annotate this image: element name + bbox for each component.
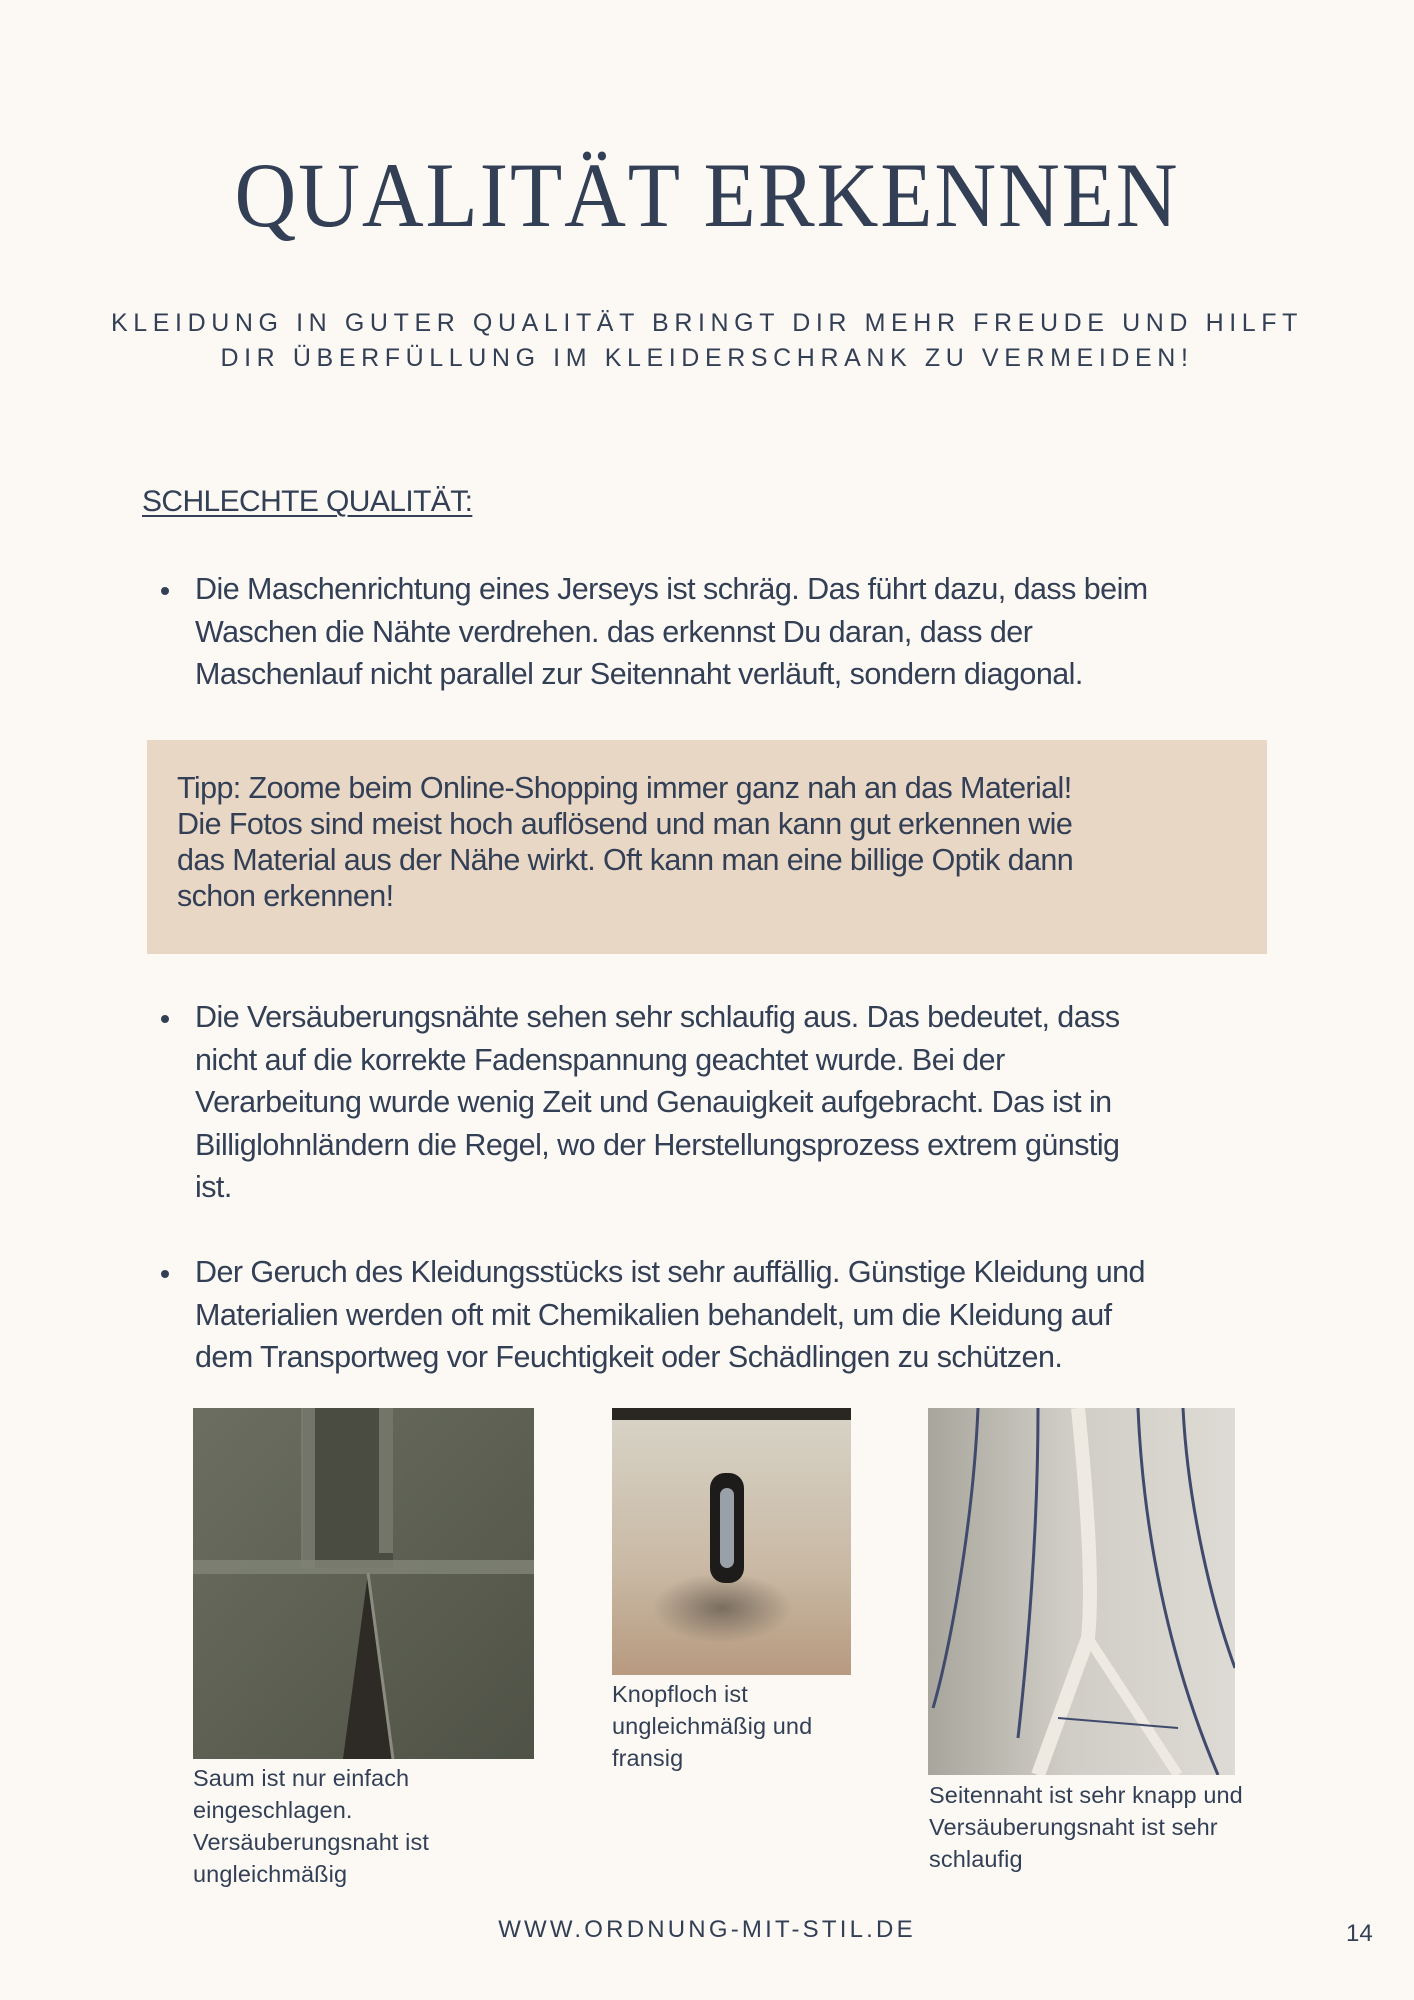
tip-text-line: Die Fotos sind meist hoch auflösend und man kann gut erkennen wie bbox=[177, 807, 1073, 841]
bullet-list bbox=[140, 1251, 1290, 1379]
tip-text bbox=[177, 770, 1247, 914]
photo-caption bbox=[193, 1762, 429, 1890]
photo-caption bbox=[929, 1779, 1243, 1875]
tip-text-line: schon erkennen! bbox=[177, 879, 394, 913]
caption-line: Saum ist nur einfach bbox=[193, 1765, 410, 1791]
bullet-text-line: Der Geruch des Kleidungsstücks ist sehr auffällig. Günstige Kleidung und bbox=[195, 1255, 1145, 1289]
tip-text-line: Tipp: Zoome beim Online-Shopping immer ganz nah an das Material! bbox=[177, 771, 1072, 805]
subtitle-line: DIR ÜBERFÜLLUNG IM KLEIDERSCHRANK ZU VERMEIDEN! bbox=[220, 344, 1194, 372]
bullet-text-line: nicht auf die korrekte Fadenspannung geachtet wurde. Bei der bbox=[195, 1042, 1005, 1077]
side-seam-photo-icon bbox=[928, 1408, 1235, 1775]
caption-line: eingeschlagen. bbox=[193, 1797, 353, 1823]
caption-line: fransig bbox=[612, 1745, 684, 1771]
bullet-icon bbox=[161, 1015, 169, 1023]
bullet-list bbox=[140, 996, 1290, 1209]
bullet-text-line: Verarbeitung wurde wenig Zeit und Genauigkeit aufgebracht. Das ist in bbox=[195, 1085, 1112, 1119]
buttonhole-photo bbox=[612, 1408, 851, 1675]
caption-line: schlaufig bbox=[929, 1846, 1023, 1872]
hem-photo-icon bbox=[193, 1408, 534, 1759]
page-title: QUALITÄT ERKENNEN bbox=[234, 144, 1180, 246]
caption-line: Versäuberungsnaht ist sehr bbox=[929, 1814, 1218, 1840]
caption-line: Knopfloch ist bbox=[612, 1681, 748, 1707]
bullet-text-line: Die Versäuberungsnähte sehen sehr schlaufig aus. Das bedeutet, dass bbox=[195, 1000, 1120, 1034]
list-item bbox=[140, 568, 1290, 696]
bullet-list bbox=[140, 568, 1290, 696]
bullet-text-line: Billiglohnländern die Regel, wo der Herstellungsprozess extrem günstig bbox=[195, 1127, 1120, 1162]
bullet-text-line: Maschenlauf nicht parallel zur Seitennaht verläuft, sondern diagonal. bbox=[195, 657, 1083, 691]
caption-line: Seitennaht ist sehr knapp und bbox=[929, 1782, 1243, 1808]
page-number: 14 bbox=[1346, 1920, 1373, 1947]
bullet-text-line: ist. bbox=[195, 1170, 232, 1204]
bullet-text-line: Waschen die Nähte verdrehen. das erkennst Du daran, dass der bbox=[195, 614, 1033, 649]
section-heading: SCHLECHTE QUALITÄT: bbox=[142, 485, 473, 518]
bullet-text-line: Materialien werden oft mit Chemikalien behandelt, um die Kleidung auf bbox=[195, 1297, 1112, 1332]
tip-text-line: das Material aus der Nähe wirkt. Oft kann man eine billige Optik dann bbox=[177, 843, 1074, 877]
list-item bbox=[140, 1251, 1290, 1379]
footer-website-link[interactable]: WWW.ORDNUNG-MIT-STIL.DE bbox=[498, 1916, 916, 1943]
bullet-text-line: dem Transportweg vor Feuchtigkeit oder Schädlingen zu schützen. bbox=[195, 1340, 1063, 1374]
buttonhole-photo-icon bbox=[612, 1408, 851, 1675]
caption-line: ungleichmäßig und bbox=[612, 1713, 813, 1739]
hem-photo bbox=[193, 1408, 534, 1759]
bullet-icon bbox=[161, 1270, 169, 1278]
bullet-icon bbox=[161, 587, 169, 595]
photo-caption bbox=[612, 1678, 812, 1774]
bullet-text-line: Die Maschenrichtung eines Jerseys ist schräg. Das führt dazu, dass beim bbox=[195, 572, 1148, 606]
caption-line: Versäuberungsnaht ist bbox=[193, 1829, 429, 1855]
page-subtitle bbox=[0, 306, 1414, 376]
caption-line: ungleichmäßig bbox=[193, 1861, 348, 1887]
list-item bbox=[140, 996, 1290, 1209]
tip-box bbox=[147, 740, 1267, 954]
side-seam-photo bbox=[928, 1408, 1235, 1775]
subtitle-line: KLEIDUNG IN GUTER QUALITÄT BRINGT DIR MEHR FREUDE UND HILFT bbox=[110, 309, 1304, 337]
